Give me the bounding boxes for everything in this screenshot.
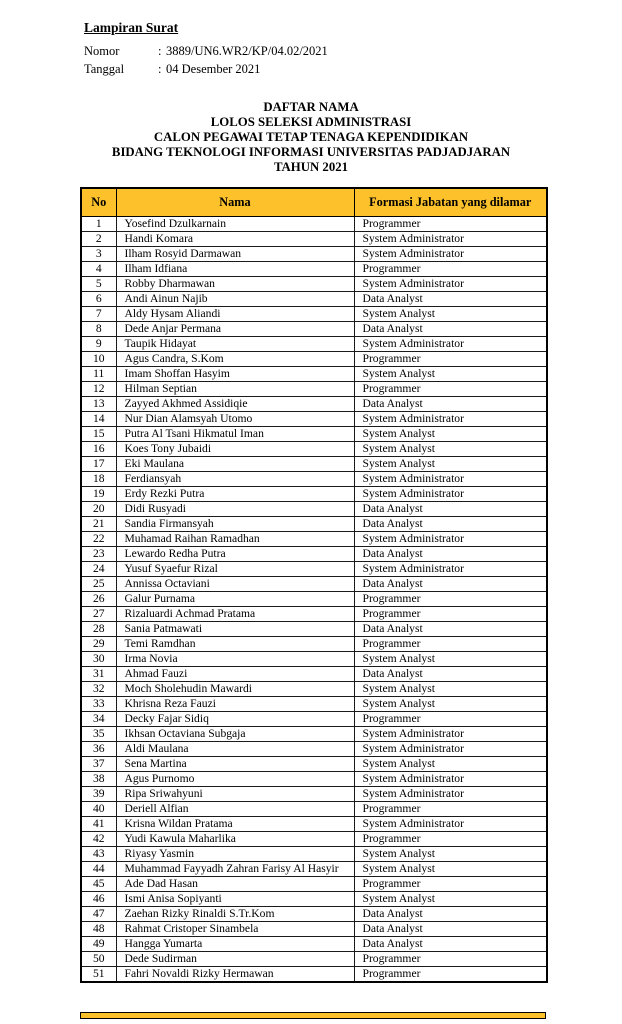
table-row — [81, 682, 547, 697]
cell-no: 5 — [81, 277, 116, 292]
table-row — [81, 802, 547, 817]
cell-no: 11 — [81, 367, 116, 382]
cell-no: 9 — [81, 337, 116, 352]
cell-formasi: System Analyst — [354, 757, 547, 772]
table-row — [81, 592, 547, 607]
table-row — [81, 412, 547, 427]
cell-nama: Galur Purnama — [116, 592, 354, 607]
table-body — [81, 217, 547, 983]
cell-nama: Khrisna Reza Fauzi — [116, 697, 354, 712]
nomor-value: 3889/UN6.WR2/KP/04.02/2021 — [166, 44, 328, 58]
cell-nama: Ahmad Fauzi — [116, 667, 354, 682]
cell-nama: Fahri Novaldi Rizky Hermawan — [116, 967, 354, 983]
cell-formasi: Programmer — [354, 217, 547, 232]
cell-formasi: System Analyst — [354, 682, 547, 697]
cell-no: 48 — [81, 922, 116, 937]
table-row — [81, 742, 547, 757]
cell-nama: Imam Shoffan Hasyim — [116, 367, 354, 382]
cell-nama: Ripa Sriwahyuni — [116, 787, 354, 802]
cell-nama: Deriell Alfian — [116, 802, 354, 817]
cell-no: 17 — [81, 457, 116, 472]
cell-no: 14 — [81, 412, 116, 427]
cell-nama: Handi Komara — [116, 232, 354, 247]
cell-no: 44 — [81, 862, 116, 877]
table-row — [81, 547, 547, 562]
cell-no: 42 — [81, 832, 116, 847]
meta-row-nomor — [84, 42, 328, 60]
nomor-label: Nomor — [84, 44, 120, 58]
table-row — [81, 622, 547, 637]
table-row — [81, 847, 547, 862]
cell-formasi: System Administrator — [354, 787, 547, 802]
table-row — [81, 472, 547, 487]
table-row — [81, 367, 547, 382]
cell-no: 18 — [81, 472, 116, 487]
table-row — [81, 787, 547, 802]
cell-nama: Temi Ramdhan — [116, 637, 354, 652]
table-row — [81, 517, 547, 532]
cell-formasi: Programmer — [354, 952, 547, 967]
table-row — [81, 277, 547, 292]
cell-no: 43 — [81, 847, 116, 862]
table-row — [81, 667, 547, 682]
cell-formasi: Programmer — [354, 877, 547, 892]
cell-no: 27 — [81, 607, 116, 622]
table-row — [81, 502, 547, 517]
nomor-separator: : — [158, 44, 162, 58]
table-row — [81, 922, 547, 937]
cell-nama: Moch Sholehudin Mawardi — [116, 682, 354, 697]
cell-no: 20 — [81, 502, 116, 517]
table-row — [81, 427, 547, 442]
cell-formasi: Data Analyst — [354, 907, 547, 922]
table-row — [81, 952, 547, 967]
table-row — [81, 937, 547, 952]
table-row — [81, 562, 547, 577]
table-row — [81, 217, 547, 232]
cell-nama: Nur Dian Alamsyah Utomo — [116, 412, 354, 427]
table-row — [81, 292, 547, 307]
tanggal-label: Tanggal — [84, 62, 125, 76]
cell-nama: Taupik Hidayat — [116, 337, 354, 352]
cell-formasi: Data Analyst — [354, 667, 547, 682]
cell-formasi: Data Analyst — [354, 937, 547, 952]
table-row — [81, 862, 547, 877]
cell-formasi: System Analyst — [354, 862, 547, 877]
table-row — [81, 307, 547, 322]
cell-formasi: System Administrator — [354, 727, 547, 742]
cell-nama: Sena Martina — [116, 757, 354, 772]
header-no: No — [81, 188, 116, 217]
cell-nama: Krisna Wildan Pratama — [116, 817, 354, 832]
table-row — [81, 757, 547, 772]
title-line-5: TAHUN 2021 — [273, 159, 349, 174]
cell-formasi: Programmer — [354, 712, 547, 727]
cell-formasi: Data Analyst — [354, 577, 547, 592]
cell-nama: Sandia Firmansyah — [116, 517, 354, 532]
cell-nama: Muhammad Fayyadh Zahran Farisy Al Hasyir — [116, 862, 354, 877]
cell-no: 10 — [81, 352, 116, 367]
table-row — [81, 907, 547, 922]
cell-formasi: System Administrator — [354, 412, 547, 427]
cell-formasi: Data Analyst — [354, 517, 547, 532]
table-header-row — [81, 188, 547, 217]
cell-nama: Yosefind Dzulkarnain — [116, 217, 354, 232]
cell-nama: Ade Dad Hasan — [116, 877, 354, 892]
cell-no: 38 — [81, 772, 116, 787]
cell-no: 19 — [81, 487, 116, 502]
cell-no: 3 — [81, 247, 116, 262]
cell-formasi: Data Analyst — [354, 547, 547, 562]
cell-formasi: System Administrator — [354, 562, 547, 577]
table-row — [81, 892, 547, 907]
cell-no: 30 — [81, 652, 116, 667]
cell-no: 41 — [81, 817, 116, 832]
cell-no: 15 — [81, 427, 116, 442]
cell-formasi: System Analyst — [354, 442, 547, 457]
table-row — [81, 772, 547, 787]
header-formasi: Formasi Jabatan yang dilamar — [354, 188, 547, 217]
cell-formasi: Data Analyst — [354, 622, 547, 637]
cell-formasi: Data Analyst — [354, 922, 547, 937]
cell-no: 50 — [81, 952, 116, 967]
cell-nama: Eki Maulana — [116, 457, 354, 472]
header-nama: Nama — [116, 188, 354, 217]
cell-nama: Putra Al Tsani Hikmatul Iman — [116, 427, 354, 442]
table-row — [81, 727, 547, 742]
cell-no: 12 — [81, 382, 116, 397]
cell-formasi: System Analyst — [354, 427, 547, 442]
cell-nama: Zayyed Akhmed Assidiqie — [116, 397, 354, 412]
cell-no: 28 — [81, 622, 116, 637]
cell-formasi: System Administrator — [354, 337, 547, 352]
letter-meta — [84, 42, 328, 78]
cell-formasi: Programmer — [354, 967, 547, 983]
table-row — [81, 487, 547, 502]
cell-no: 32 — [81, 682, 116, 697]
cell-nama: Agus Candra, S.Kom — [116, 352, 354, 367]
table-row — [81, 337, 547, 352]
cell-formasi: Programmer — [354, 382, 547, 397]
table-row — [81, 712, 547, 727]
cell-formasi: System Administrator — [354, 232, 547, 247]
cell-formasi: System Analyst — [354, 307, 547, 322]
table-row — [81, 442, 547, 457]
cell-formasi: System Administrator — [354, 817, 547, 832]
cell-no: 36 — [81, 742, 116, 757]
cell-formasi: System Administrator — [354, 472, 547, 487]
title-line-2: LOLOS SELEKSI ADMINISTRASI — [210, 114, 412, 129]
cell-nama: Dede Anjar Permana — [116, 322, 354, 337]
cell-nama: Hilman Septian — [116, 382, 354, 397]
cell-formasi: System Administrator — [354, 247, 547, 262]
cell-no: 16 — [81, 442, 116, 457]
cell-no: 21 — [81, 517, 116, 532]
cell-nama: Annissa Octaviani — [116, 577, 354, 592]
cell-no: 29 — [81, 637, 116, 652]
table-row — [81, 232, 547, 247]
cell-nama: Yudi Kawula Maharlika — [116, 832, 354, 847]
table-row — [81, 637, 547, 652]
cell-formasi: System Analyst — [354, 892, 547, 907]
cell-no: 6 — [81, 292, 116, 307]
table-row — [81, 382, 547, 397]
cell-nama: Ilham Rosyid Darmawan — [116, 247, 354, 262]
cell-nama: Aldy Hysam Aliandi — [116, 307, 354, 322]
cell-formasi: Programmer — [354, 802, 547, 817]
cell-no: 22 — [81, 532, 116, 547]
lampiran-heading: Lampiran Surat — [84, 20, 179, 35]
table-row — [81, 397, 547, 412]
cell-nama: Irma Novia — [116, 652, 354, 667]
cell-no: 37 — [81, 757, 116, 772]
cell-nama: Koes Tony Jubaidi — [116, 442, 354, 457]
cell-no: 7 — [81, 307, 116, 322]
table-row — [81, 652, 547, 667]
cell-nama: Agus Purnomo — [116, 772, 354, 787]
title-line-3: CALON PEGAWAI TETAP TENAGA KEPENDIDIKAN — [153, 129, 469, 144]
table-row — [81, 877, 547, 892]
cell-nama: Andi Ainun Najib — [116, 292, 354, 307]
cell-formasi: System Analyst — [354, 697, 547, 712]
cell-no: 46 — [81, 892, 116, 907]
cell-no: 47 — [81, 907, 116, 922]
cell-formasi: System Analyst — [354, 847, 547, 862]
table-row — [81, 607, 547, 622]
title-line-1: DAFTAR NAMA — [263, 100, 359, 114]
cell-nama: Rizaluardi Achmad Pratama — [116, 607, 354, 622]
cell-nama: Hangga Yumarta — [116, 937, 354, 952]
cell-formasi: Programmer — [354, 592, 547, 607]
cell-no: 2 — [81, 232, 116, 247]
cell-nama: Decky Fajar Sidiq — [116, 712, 354, 727]
cell-no: 1 — [81, 217, 116, 232]
cell-no: 26 — [81, 592, 116, 607]
cell-nama: Ikhsan Octaviana Subgaja — [116, 727, 354, 742]
cell-no: 8 — [81, 322, 116, 337]
cell-nama: Lewardo Redha Putra — [116, 547, 354, 562]
cell-formasi: Data Analyst — [354, 502, 547, 517]
cell-no: 35 — [81, 727, 116, 742]
cell-nama: Sania Patmawati — [116, 622, 354, 637]
table-row — [81, 352, 547, 367]
applicant-roster-table — [80, 187, 548, 983]
cell-no: 13 — [81, 397, 116, 412]
cell-formasi: System Analyst — [354, 652, 547, 667]
cell-formasi: System Analyst — [354, 367, 547, 382]
cell-formasi: System Administrator — [354, 277, 547, 292]
title-line-4: BIDANG TEKNOLOGI INFORMASI UNIVERSITAS PADJADJARAN — [111, 144, 511, 159]
cell-formasi: Programmer — [354, 352, 547, 367]
cell-formasi: Data Analyst — [354, 292, 547, 307]
cell-no: 24 — [81, 562, 116, 577]
cell-formasi: Data Analyst — [354, 397, 547, 412]
table-row — [81, 577, 547, 592]
cell-nama: Dede Sudirman — [116, 952, 354, 967]
table-row — [81, 967, 547, 983]
cell-formasi: System Analyst — [354, 457, 547, 472]
cell-no: 34 — [81, 712, 116, 727]
cell-no: 45 — [81, 877, 116, 892]
cell-nama: Didi Rusyadi — [116, 502, 354, 517]
cell-nama: Ilham Idfiana — [116, 262, 354, 277]
table-row — [81, 697, 547, 712]
cell-no: 25 — [81, 577, 116, 592]
cell-nama: Aldi Maulana — [116, 742, 354, 757]
table-row — [81, 262, 547, 277]
cell-formasi: Programmer — [354, 637, 547, 652]
next-page-table-header-sliver — [80, 1012, 546, 1019]
cell-formasi: System Administrator — [354, 772, 547, 787]
cell-no: 39 — [81, 787, 116, 802]
cell-formasi: System Administrator — [354, 487, 547, 502]
cell-no: 31 — [81, 667, 116, 682]
cell-nama: Robby Dharmawan — [116, 277, 354, 292]
table-row — [81, 832, 547, 847]
cell-formasi: Programmer — [354, 832, 547, 847]
cell-nama: Rahmat Cristoper Sinambela — [116, 922, 354, 937]
cell-nama: Muhamad Raihan Ramadhan — [116, 532, 354, 547]
cell-formasi: Data Analyst — [354, 322, 547, 337]
cell-no: 33 — [81, 697, 116, 712]
cell-formasi: Programmer — [354, 262, 547, 277]
table-row — [81, 247, 547, 262]
cell-no: 23 — [81, 547, 116, 562]
cell-nama: Yusuf Syaefur Rizal — [116, 562, 354, 577]
cell-no: 4 — [81, 262, 116, 277]
table-row — [81, 817, 547, 832]
table-row — [81, 457, 547, 472]
cell-no: 51 — [81, 967, 116, 983]
cell-nama: Zaehan Rizky Rinaldi S.Tr.Kom — [116, 907, 354, 922]
cell-nama: Riyasy Yasmin — [116, 847, 354, 862]
table-row — [81, 322, 547, 337]
cell-nama: Ferdiansyah — [116, 472, 354, 487]
document-title — [0, 100, 622, 175]
cell-nama: Ismi Anisa Sopiyanti — [116, 892, 354, 907]
table-row — [81, 532, 547, 547]
tanggal-value: 04 Desember 2021 — [166, 62, 261, 76]
cell-no: 49 — [81, 937, 116, 952]
cell-formasi: Programmer — [354, 607, 547, 622]
cell-nama: Erdy Rezki Putra — [116, 487, 354, 502]
cell-formasi: System Administrator — [354, 742, 547, 757]
tanggal-separator: : — [158, 62, 162, 76]
cell-formasi: System Administrator — [354, 532, 547, 547]
cell-no: 40 — [81, 802, 116, 817]
meta-row-tanggal — [84, 60, 328, 78]
